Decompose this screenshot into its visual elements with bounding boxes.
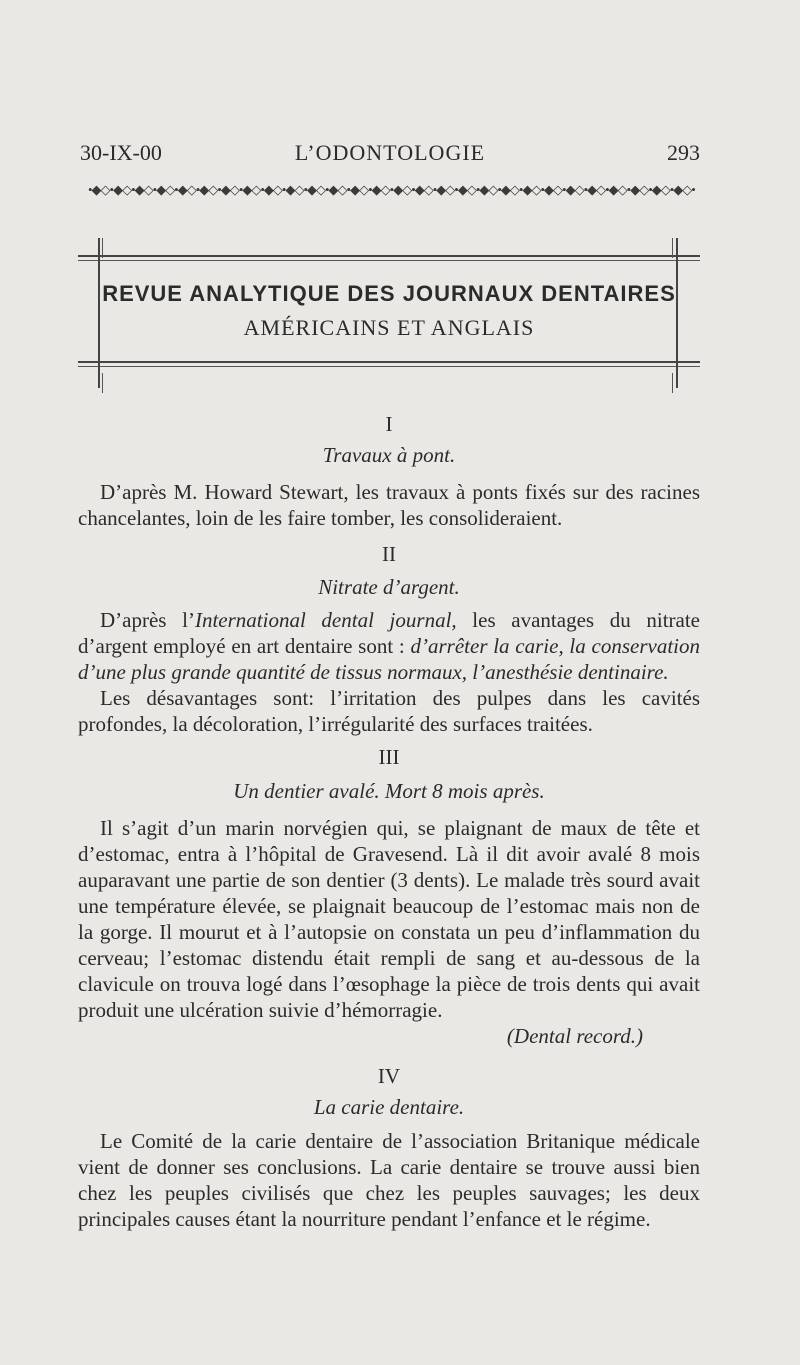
section-paragraph-3: Il s’agit d’un marin norvégien qui, se plaignant de maux de tête et d’estomac, entra à l’hôpital de Gravesend. Là il dit avoir avalé 8 mois auparavant une partie de son dentier (3 dents). Le malade très sourd avait une température élevée, se plaignait beaucoup de l’estomac mais non de la gorge. Il mourut et à l’autopsie on constata un peu d’inflammation du cerveau; l’estomac distendu était rempli de sang et au-dessous de la clavicule on trouva logé dans l’œsophage la pièce de trois dents qui avait produit une ulcération suivie d’hémorragie.	[78, 816, 700, 1022]
header-journal-title: L’ODONTOLOGIE	[294, 140, 486, 165]
section-number-1: I	[385, 412, 393, 436]
frame-right-tick-top	[672, 238, 673, 258]
frame-right-tick-bottom	[672, 373, 673, 393]
page-number: 293	[667, 140, 700, 165]
frame-right-bar	[676, 238, 678, 388]
frame-top-rule	[78, 255, 700, 257]
section-paragraph-2	[78, 607, 700, 685]
section-subheading: AMÉRICAINS ET ANGLAIS	[243, 315, 535, 340]
running-header	[80, 140, 700, 170]
section-paragraph-1: D’après M. Howard Stewart, les travaux à ponts fixés sur des racines chancelantes, loin de les faire tomber, les consolideraient.	[78, 480, 700, 530]
section-paragraph-4: Le Comité de la carie dentaire de l’association Britanique médicale vient de donner ses conclusions. La carie dentaire se trouve aussi bien chez les peuples civilisés que chez les peuples sauvages; les deux principales causes étant la nourriture pendant l’enfance et le régime.	[78, 1129, 700, 1231]
section-number-2: II	[382, 542, 396, 566]
frame-left-tick-top	[102, 238, 103, 258]
section-title-1: Travaux à pont.	[322, 443, 456, 467]
section-paragraph-2b: Les désavantages sont: l’irritation des pulpes dans les cavités profondes, la décoloration, l’irrégularité des surfaces traitées.	[78, 686, 700, 736]
header-date: 30-IX-00	[80, 140, 162, 165]
section-number-3: III	[378, 745, 400, 769]
section-title-3: Un dentier avalé. Mort 8 mois après.	[233, 779, 545, 803]
section-heading: REVUE ANALYTIQUE DES JOURNAUX DENTAIRES	[102, 281, 676, 306]
ornamental-rule: •◆◇•◆◇•◆◇•◆◇•◆◇•◆◇•◆◇•◆◇•◆◇•◆◇•◆◇•◆◇•◆◇•◆◇•◆◇•◆◇•◆◇•◆◇•◆◇•◆◇•◆◇•◆◇•◆◇•◆◇•◆◇•◆◇•◆◇•◆◇•	[88, 182, 695, 197]
journal-name: International dental journal,	[194, 608, 457, 632]
section-title-frame	[78, 233, 700, 393]
section-title-2: Nitrate d’argent.	[318, 575, 460, 599]
p2-middle: les avantages du nitrate d’argent employé en art dentaire sont :	[78, 608, 701, 658]
frame-bottom-rule	[78, 361, 700, 363]
p2-lead: D’après l’	[100, 608, 195, 632]
section-title-4: La carie dentaire.	[313, 1095, 465, 1119]
source-citation: (Dental record.)	[506, 1024, 643, 1048]
section-number-4: IV	[377, 1064, 401, 1088]
frame-top-rule-thin	[78, 260, 700, 261]
frame-left-bar	[98, 238, 100, 388]
frame-bottom-rule-thin	[78, 366, 700, 367]
advantages-list: d’arrêter la carie, la conservation d’une plus grande quantité de tissus normaux, l’anesthésie dentinaire.	[78, 634, 700, 684]
frame-left-tick-bottom	[102, 373, 103, 393]
